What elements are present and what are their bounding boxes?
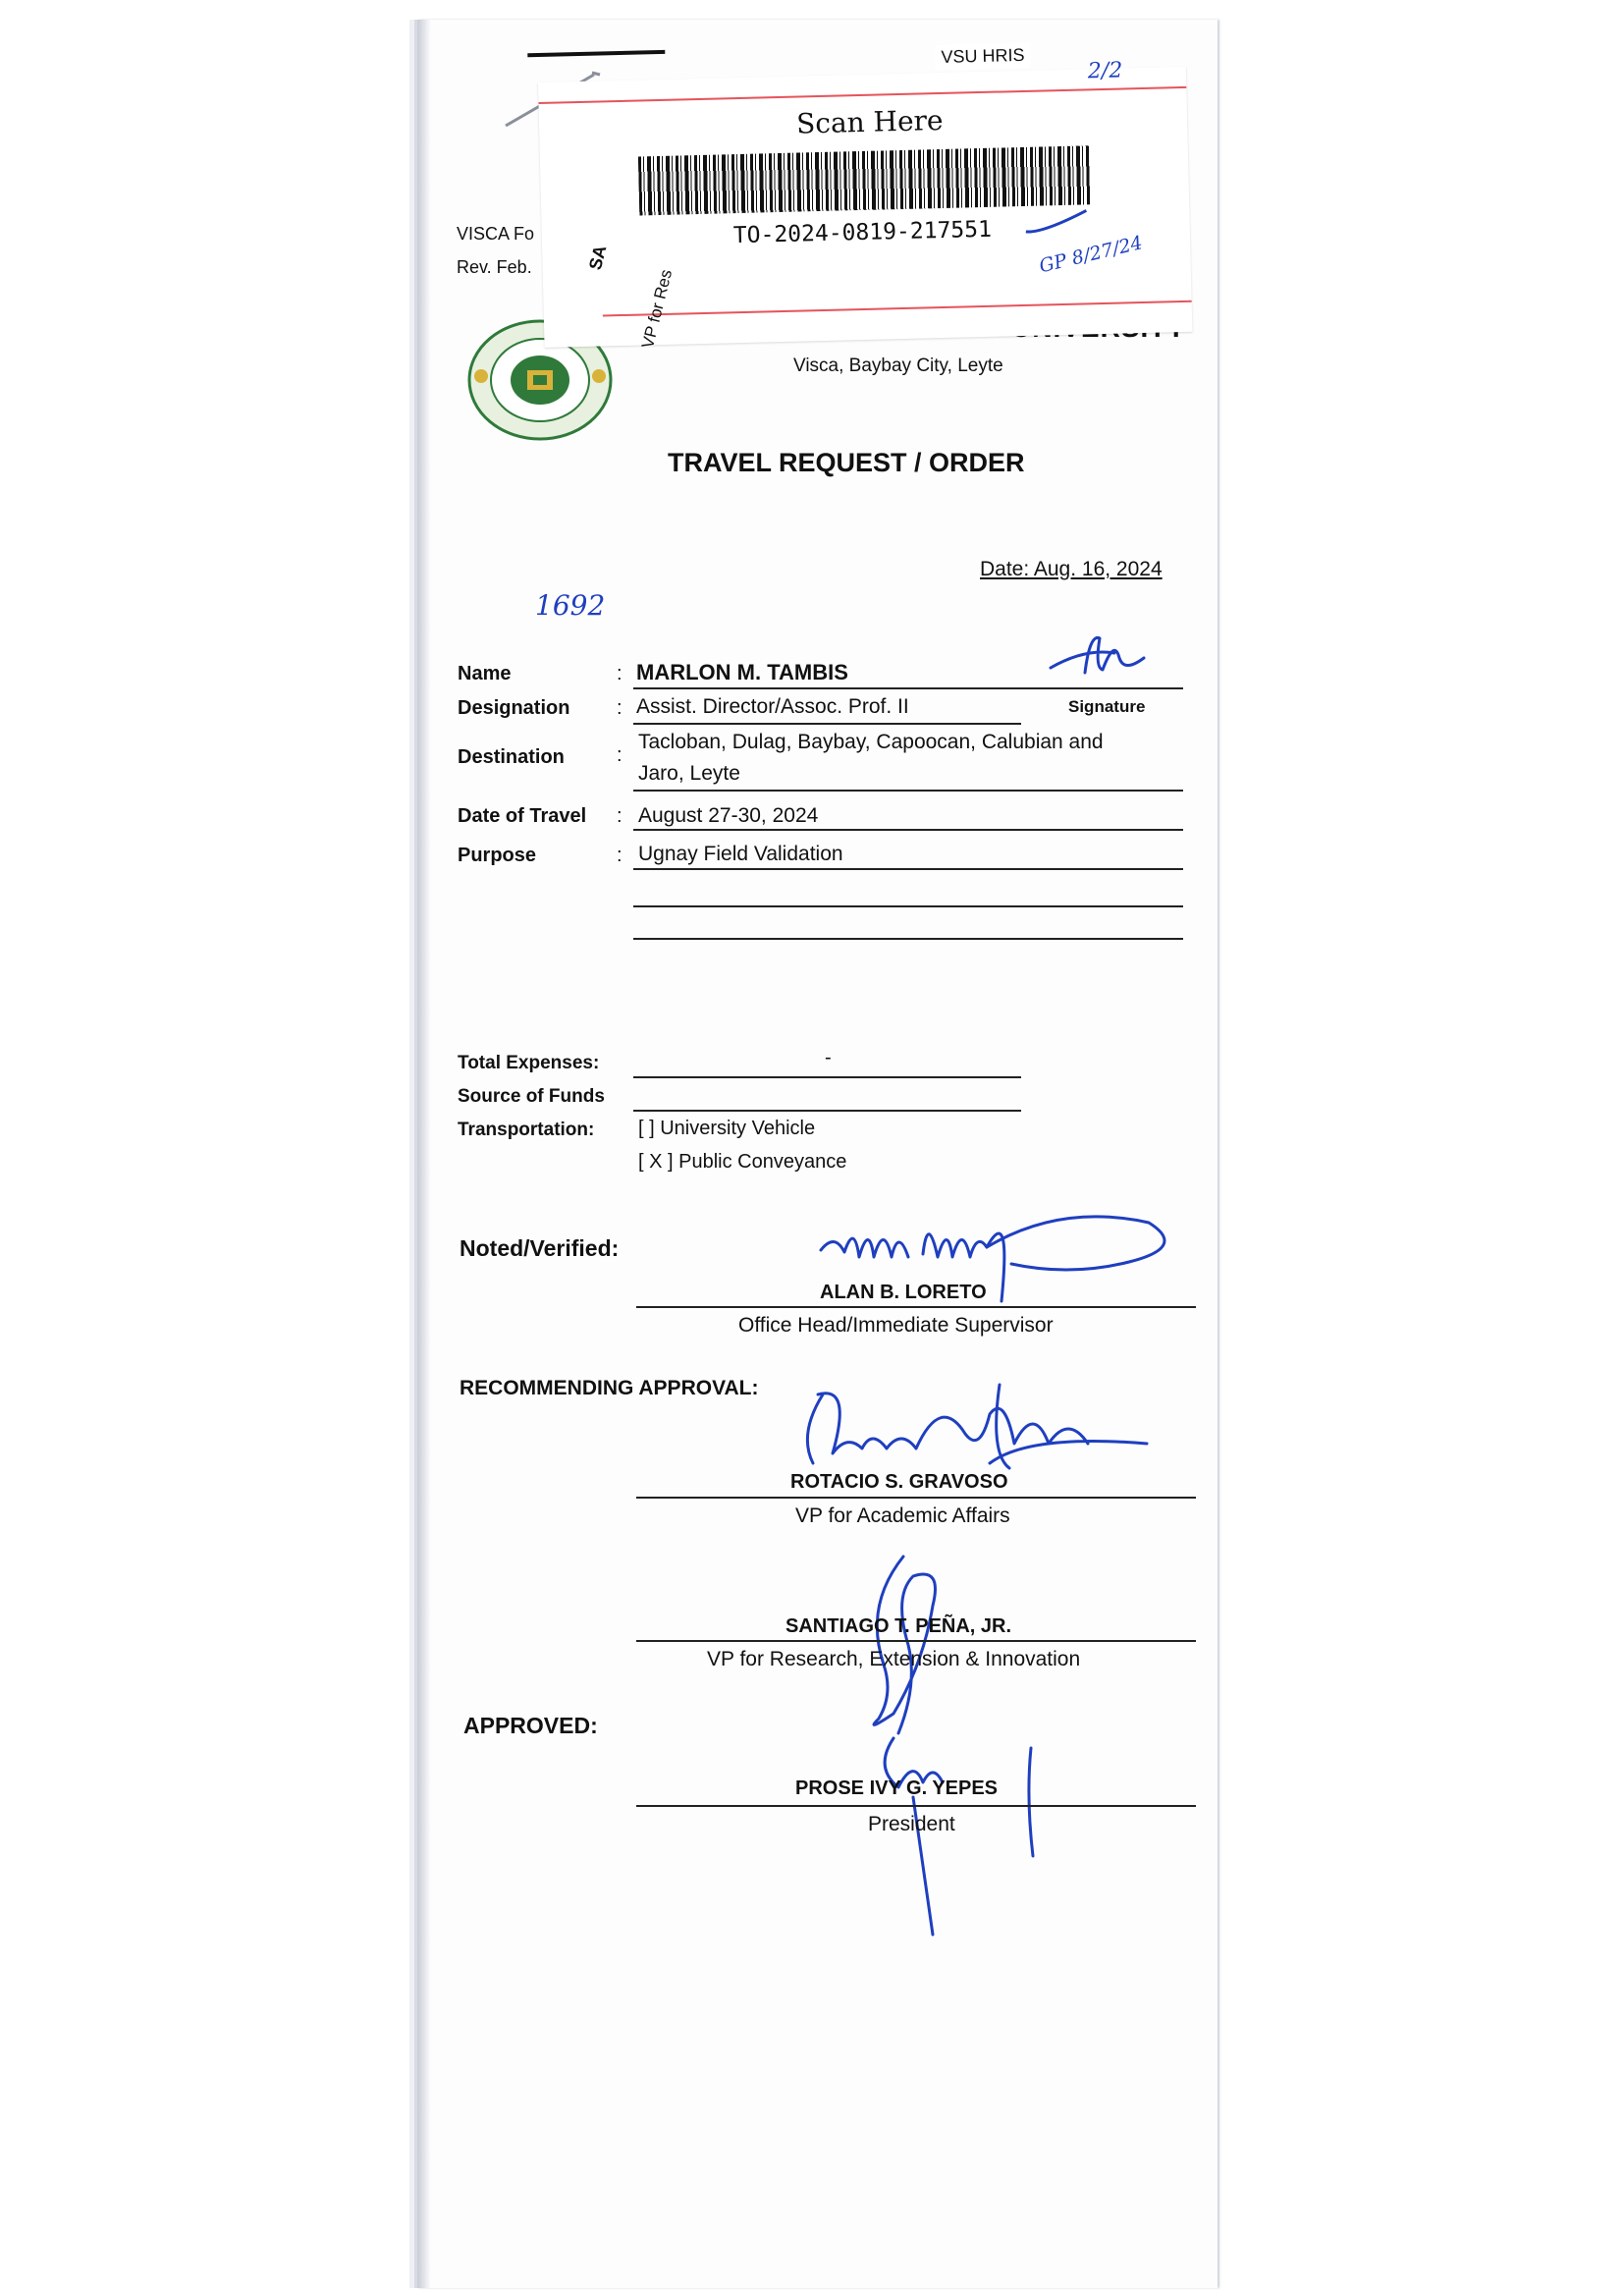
colon: :: [617, 744, 623, 766]
noted-signature-line: [636, 1306, 1196, 1308]
scan-here-label: Scan Here: [795, 103, 944, 140]
source-of-funds-label: Source of Funds: [458, 1086, 605, 1107]
checkbox-public-conveyance: [ X ]: [638, 1151, 674, 1173]
rec1-name: ROTACIO S. GRAVOSO: [790, 1471, 1008, 1493]
designation-label: Designation: [458, 697, 570, 719]
approver-name: PROSE IVY G. YEPES: [795, 1777, 999, 1799]
destination-line-2: Jaro, Leyte: [638, 762, 740, 785]
hris-sticker: [538, 44, 1192, 348]
colon: :: [617, 805, 623, 827]
transport-option-public-conveyance: [638, 1151, 846, 1174]
designation-value: Assist. Director/Assoc. Prof. II: [636, 695, 909, 718]
checkbox-university-vehicle: [ ]: [638, 1118, 655, 1139]
purpose-underline-2: [633, 905, 1183, 907]
destination-label: Destination: [458, 746, 565, 768]
approver-signature-line: [636, 1805, 1196, 1807]
side-tag: VP for Res: [638, 267, 677, 351]
noted-title: Office Head/Immediate Supervisor: [738, 1314, 1054, 1337]
approver-title: President: [868, 1813, 955, 1835]
total-expenses-label: Total Expenses:: [458, 1053, 600, 1073]
recommending-signature-1: [793, 1375, 1166, 1483]
rec2-signature-line: [636, 1640, 1196, 1642]
name-label: Name: [458, 663, 512, 684]
side-tag-sa: SA: [585, 243, 611, 272]
recommending-approval-label: RECOMMENDING APPROVAL:: [460, 1377, 759, 1399]
destination-underline: [633, 790, 1183, 792]
travel-date-label: Date of Travel: [458, 805, 587, 827]
designation-underline: [633, 723, 1021, 725]
transportation-label: Transportation:: [458, 1120, 595, 1140]
colon: :: [617, 663, 623, 684]
rec1-signature-line: [636, 1497, 1196, 1499]
noted-verified-label: Noted/Verified:: [460, 1235, 620, 1261]
applicant-signature: [1046, 629, 1164, 687]
transport-option-label: University Vehicle: [660, 1118, 816, 1139]
tracking-code: TO-2024-0819-217551: [732, 216, 993, 249]
noted-name: ALAN B. LORETO: [820, 1282, 987, 1303]
name-underline: [633, 687, 1183, 689]
purpose-underline-1: [633, 868, 1183, 870]
paper-edge-shadow: [417, 20, 431, 2288]
total-expenses-underline: [633, 1076, 1021, 1078]
signature-label: Signature: [1068, 697, 1146, 716]
handwritten-number: 1692: [535, 589, 606, 622]
sticker-bottom-rule: [603, 301, 1192, 317]
hris-system-label: VSU HRIS: [935, 43, 1031, 70]
rec2-title: VP for Research, Extension & Innovation: [707, 1648, 1081, 1670]
form-date: Date: Aug. 16, 2024: [980, 558, 1163, 580]
form-revision: Rev. Feb.: [457, 257, 532, 277]
travel-date-underline: [633, 829, 1183, 831]
received-note: GP 8/27/24: [1037, 232, 1145, 278]
transport-option-label: Public Conveyance: [678, 1151, 847, 1173]
university-address: Visca, Baybay City, Leyte: [793, 355, 1003, 376]
source-of-funds-underline: [633, 1110, 1021, 1112]
colon: :: [617, 845, 623, 866]
purpose-value: Ugnay Field Validation: [638, 843, 843, 865]
colon: :: [617, 697, 623, 719]
page-note: 2/2: [1087, 58, 1123, 84]
check-mark-icon: [1022, 206, 1092, 238]
rec2-name: SANTIAGO T. PEÑA, JR.: [785, 1615, 1012, 1637]
rec1-title: VP for Academic Affairs: [795, 1504, 1010, 1527]
purpose-label: Purpose: [458, 845, 537, 866]
name-value: MARLON M. TAMBIS: [636, 660, 848, 684]
travel-date-value: August 27-30, 2024: [638, 804, 819, 827]
tracking-barcode: [638, 145, 1091, 215]
form-code: VISCA Fo: [457, 224, 535, 244]
total-expenses-value: -: [825, 1047, 832, 1068]
destination-line-1: Tacloban, Dulag, Baybay, Capoocan, Calubian and: [638, 731, 1104, 753]
sticker-top-rule: [538, 86, 1186, 104]
transport-option-university-vehicle: [638, 1118, 815, 1140]
approved-label: APPROVED:: [463, 1713, 598, 1738]
purpose-underline-3: [633, 938, 1183, 940]
form-title: TRAVEL REQUEST / ORDER: [668, 448, 1025, 477]
